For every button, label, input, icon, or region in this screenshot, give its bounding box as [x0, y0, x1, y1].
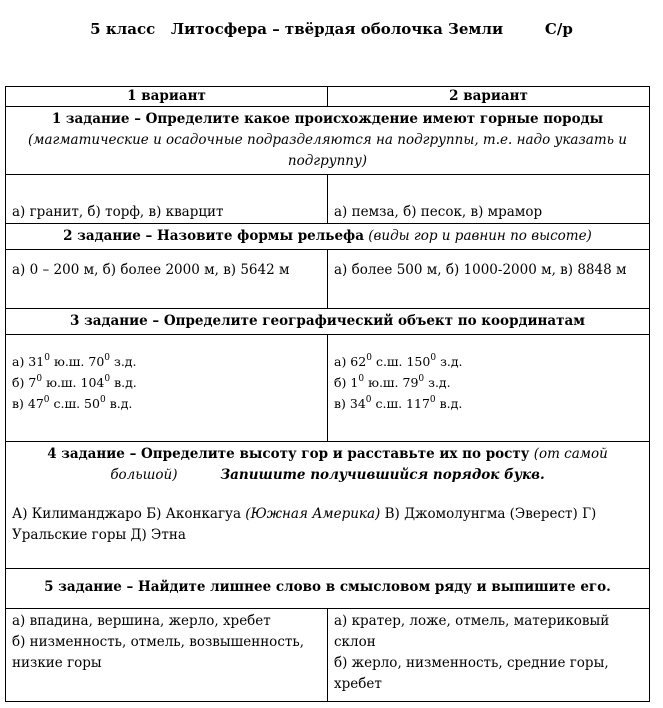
task4-list-part2: В) Джомолунгма (Эверест) Г) Уральские горы Д) Этна: [12, 506, 597, 543]
task4-row: [6, 442, 650, 569]
task2-title: 2 задание – Назовите формы рельефа: [63, 228, 364, 244]
task3-heading: [6, 309, 650, 335]
coord-item: в) $47^0$ с.ш. $50^0$ в.д.: [12, 395, 133, 411]
coord-item: а) $31^0$ ю.ш. $70^0$ з.д.: [12, 353, 137, 369]
task4-list-part1: А) Килиманджаро Б) Аконкагуа: [12, 506, 246, 522]
task1-v2: [328, 175, 650, 224]
task3-v2: [328, 335, 650, 442]
task1-v1-text: а) гранит, б) торф, в) кварцит: [12, 204, 224, 220]
coord-item: в) $34^0$ с.ш. $117^0$ в.д.: [334, 395, 463, 411]
task5-title: 5 задание – Найдите лишнее слово в смысловом ряду и выпишите его.: [44, 579, 611, 595]
task1-hint: (магматические и осадочные подразделяются на подгруппы, т.е. надо указать и подгруппу): [28, 132, 627, 169]
task5-v2-item: а) кратер, ложе, отмель, материковый склон: [334, 613, 610, 650]
task2-answers-row: [6, 250, 650, 309]
task1-v2-text: а) пемза, б) песок, в) мрамор: [334, 204, 543, 220]
header-row: [6, 87, 650, 107]
coord-item: б) $1^0$ ю.ш. $79^0$ з.д.: [334, 374, 451, 390]
task4-list: [12, 504, 643, 546]
page-title: 5 класс Литосфера – твёрдая оболочка Земли С/р: [90, 20, 573, 38]
task-table: [5, 86, 650, 702]
task1-v1: [6, 175, 328, 224]
task4-body: [6, 442, 650, 569]
task2-heading: [6, 224, 650, 250]
task2-v2: [328, 250, 650, 309]
task1-answers-row: [6, 175, 650, 224]
task4-title: 4 задание – Определите высоту гор и расставьте их по росту: [47, 446, 530, 462]
task1-heading: [6, 107, 650, 175]
task2-v1: [6, 250, 328, 309]
task4-list-hint: (Южная Америка): [245, 506, 381, 522]
task2-hint: (виды гор и равнин по высоте): [368, 228, 592, 244]
task2-heading-row: [6, 224, 650, 250]
task5-v1-item: б) низменность, отмель, возвышенность, низкие горы: [12, 634, 304, 671]
task3-answers-row: [6, 335, 650, 442]
task5-heading-row: [6, 569, 650, 609]
task5-answers-row: [6, 609, 650, 702]
task5-v2-item: б) жерло, низменность, средние горы, хребет: [334, 655, 609, 692]
task3-heading-row: [6, 309, 650, 335]
task5-heading: [6, 569, 650, 609]
coord-item: б) $7^0$ ю.ш. $104^0$ в.д.: [12, 374, 137, 390]
task5-v1: [6, 609, 328, 702]
coord-item: а) $62^0$ с.ш. $150^0$ з.д.: [334, 353, 463, 369]
task1-title: 1 задание – Определите какое происхождение имеют горные породы: [51, 111, 604, 127]
task2-v2-text: а) более 500 м, б) 1000-2000 м, в) 8848 м: [334, 262, 627, 278]
column-variant-1: 1 вариант: [6, 87, 328, 107]
column-variant-2: 2 вариант: [328, 87, 650, 107]
task4-heading: [12, 444, 643, 486]
task2-v1-text: а) 0 – 200 м, б) более 2000 м, в) 5642 м: [12, 262, 290, 278]
task4-instruction: Запишите получившийся порядок букв.: [220, 467, 545, 483]
task3-title: 3 задание – Определите географический объект по координатам: [70, 313, 585, 329]
task4-hint: (от самой большой): [110, 446, 608, 483]
task5-v2: [328, 609, 650, 702]
task1-heading-row: [6, 107, 650, 175]
task3-v1: [6, 335, 328, 442]
task5-v1-item: а) впадина, вершина, жерло, хребет: [12, 613, 271, 629]
